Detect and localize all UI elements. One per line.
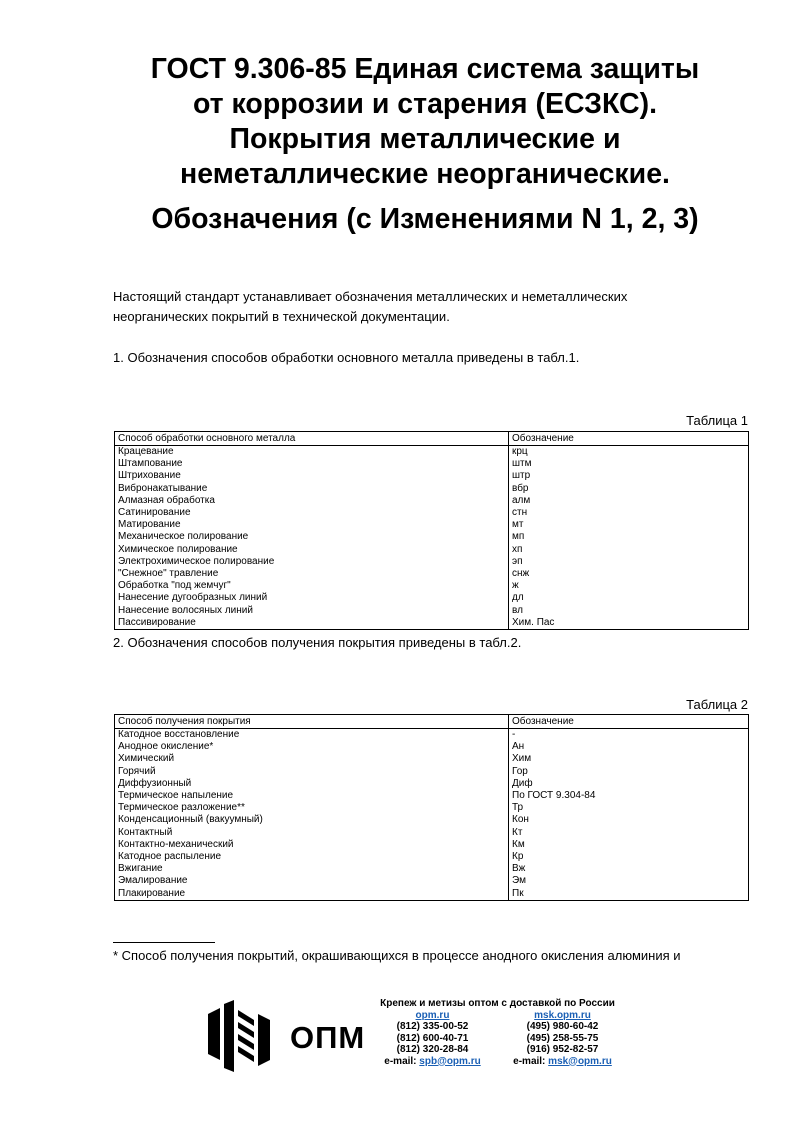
designation-cell: - <box>509 729 749 742</box>
table-row <box>115 778 749 790</box>
designation-cell: вбр <box>509 483 749 495</box>
tagline: Крепеж и метизы оптом с доставкой по России <box>380 998 615 1009</box>
method-cell: Термическое разложение** <box>118 802 245 814</box>
method-cell: Сатинирование <box>118 507 191 519</box>
table-row <box>115 875 749 887</box>
designation-cell: хп <box>509 544 749 556</box>
table2-caption: Таблица 2 <box>686 697 748 712</box>
table-row <box>115 592 749 604</box>
table-row <box>115 483 749 495</box>
column-header: Обозначение <box>509 715 749 729</box>
contact-spb <box>370 1010 495 1068</box>
designation-cell: Диф <box>509 778 749 790</box>
table-row <box>115 741 749 753</box>
method-cell: Пассивирование <box>118 616 196 628</box>
method-cell: Анодное окисление* <box>118 741 214 753</box>
designation-cell: стн <box>509 507 749 519</box>
table-row <box>115 531 749 543</box>
paragraph-1: 1. Обозначения способов обработки основного металла приведены в табл.1. <box>113 350 580 365</box>
column-header: Обозначение <box>509 432 749 446</box>
paragraph-2: 2. Обозначения способов получения покрытия приведены в табл.2. <box>113 635 522 650</box>
designation-cell: мт <box>509 519 749 531</box>
phone: (812) 335-00-52 <box>396 1021 469 1032</box>
method-cell: Химическое полирование <box>118 543 238 555</box>
method-cell: Конденсационный (вакуумный) <box>118 814 263 826</box>
method-cell: Матирование <box>118 519 181 531</box>
table-row <box>115 568 749 580</box>
designation-cell: Тр <box>509 802 749 814</box>
footnote: * Способ получения покрытий, окрашивающихся в процессе анодного окисления алюминия и <box>113 948 681 963</box>
intro-paragraph <box>113 287 627 327</box>
method-cell: Горячий <box>118 765 156 777</box>
method-cell: Обработка "под жемчуг" <box>118 580 231 592</box>
table-header-row <box>115 432 749 446</box>
method-cell: "Снежное" травление <box>118 568 219 580</box>
designation-cell: Кт <box>509 827 749 839</box>
table-row <box>115 495 749 507</box>
designation-cell: Хим <box>509 753 749 765</box>
method-cell: Нанесение дугообразных линий <box>118 592 268 604</box>
designation-cell: Кон <box>509 814 749 826</box>
table-row <box>115 827 749 839</box>
document-title <box>100 52 750 237</box>
table-row <box>115 617 749 630</box>
method-cell: Вжигание <box>118 863 163 875</box>
contact-block <box>370 998 625 1067</box>
method-cell: Эмалирование <box>118 875 188 887</box>
table-row <box>115 580 749 592</box>
column-header: Способ обработки основного металла <box>115 432 509 446</box>
intro-line: неорганических покрытий в технической документации. <box>113 309 450 324</box>
designation-cell: эп <box>509 556 749 568</box>
table-row <box>115 802 749 814</box>
method-cell: Контактно-механический <box>118 838 234 850</box>
method-cell: Плакирование <box>118 887 186 899</box>
table-row <box>115 888 749 901</box>
designation-cell: Пк <box>509 888 749 901</box>
method-cell: Штампование <box>118 458 183 470</box>
method-cell: Контактный <box>118 826 173 838</box>
brand-name: ОПМ <box>290 1020 366 1055</box>
method-cell: Химический <box>118 753 175 765</box>
table-row <box>115 851 749 863</box>
table-row <box>115 790 749 802</box>
phone: (495) 980-60-42 <box>526 1021 599 1032</box>
table-row <box>115 605 749 617</box>
designation-cell: Км <box>509 839 749 851</box>
designation-cell: штр <box>509 470 749 482</box>
designation-cell: Ан <box>509 741 749 753</box>
table-row <box>115 766 749 778</box>
method-cell: Катодное восстановление <box>118 729 240 740</box>
designation-cell: Гор <box>509 766 749 778</box>
method-cell: Штрихование <box>118 470 181 482</box>
intro-line: Настоящий стандарт устанавливает обозначения металлических и неметаллических <box>113 289 628 304</box>
site-link-msk[interactable]: msk.opm.ru <box>534 1009 591 1021</box>
method-cell: Термическое напыление <box>118 790 234 802</box>
designation-cell: дл <box>509 592 749 604</box>
designation-cell: ж <box>509 580 749 592</box>
table-row <box>115 863 749 875</box>
email-link-msk[interactable]: msk@opm.ru <box>548 1055 612 1067</box>
method-cell: Вибронакатывание <box>118 482 208 494</box>
designation-cell: Кр <box>509 851 749 863</box>
method-cell: Электрохимическое полирование <box>118 555 275 567</box>
designation-cell: вл <box>509 605 749 617</box>
method-cell: Крацевание <box>118 446 174 457</box>
table-row <box>115 729 749 742</box>
email-label: e-mail: <box>513 1055 546 1067</box>
contact-msk <box>500 1010 625 1068</box>
title-line: неметаллические неорганические. <box>180 158 670 190</box>
table-row <box>115 839 749 851</box>
table-1 <box>114 431 749 630</box>
phone: (812) 600-40-71 <box>396 1032 469 1044</box>
method-cell: Диффузионный <box>118 777 192 789</box>
table-header-row <box>115 715 749 729</box>
email-label: e-mail: <box>384 1055 417 1067</box>
table-row <box>115 519 749 531</box>
method-cell: Нанесение волосяных линий <box>118 604 253 616</box>
table-row <box>115 446 749 459</box>
table-row <box>115 458 749 470</box>
designation-cell: крц <box>509 446 749 459</box>
title-line: ГОСТ 9.306-85 Единая система защиты <box>150 53 700 85</box>
phone: (812) 320-28-84 <box>396 1044 469 1055</box>
title-line: от коррозии и старения (ЕСЗКС). <box>192 88 658 120</box>
designation-cell: штм <box>509 458 749 470</box>
table-row <box>115 544 749 556</box>
phone: (916) 952-82-57 <box>526 1044 599 1055</box>
table-row <box>115 814 749 826</box>
table-row <box>115 507 749 519</box>
table-row <box>115 556 749 568</box>
designation-cell: Хим. Пас <box>509 617 749 630</box>
method-cell: Механическое полирование <box>118 531 249 543</box>
site-link-spb[interactable]: opm.ru <box>415 1009 450 1021</box>
table-2 <box>114 714 749 901</box>
method-cell: Катодное распыление <box>118 851 222 863</box>
designation-cell: Эм <box>509 875 749 887</box>
opm-logo-icon <box>208 1000 270 1072</box>
designation-cell: По ГОСТ 9.304-84 <box>509 790 749 802</box>
title-line: Обозначения (с Изменениями N 1, 2, 3) <box>151 203 699 235</box>
title-line: Покрытия металлические и <box>229 123 621 155</box>
table-row <box>115 753 749 765</box>
table-row <box>115 470 749 482</box>
footnote-divider <box>113 942 215 943</box>
email-link-spb[interactable]: spb@opm.ru <box>419 1055 481 1067</box>
designation-cell: мп <box>509 531 749 543</box>
table1-caption: Таблица 1 <box>686 413 748 428</box>
designation-cell: снж <box>509 568 749 580</box>
method-cell: Алмазная обработка <box>118 494 215 506</box>
phone: (495) 258-55-75 <box>526 1032 599 1044</box>
column-header: Способ получения покрытия <box>115 715 509 729</box>
designation-cell: Вж <box>509 863 749 875</box>
designation-cell: алм <box>509 495 749 507</box>
